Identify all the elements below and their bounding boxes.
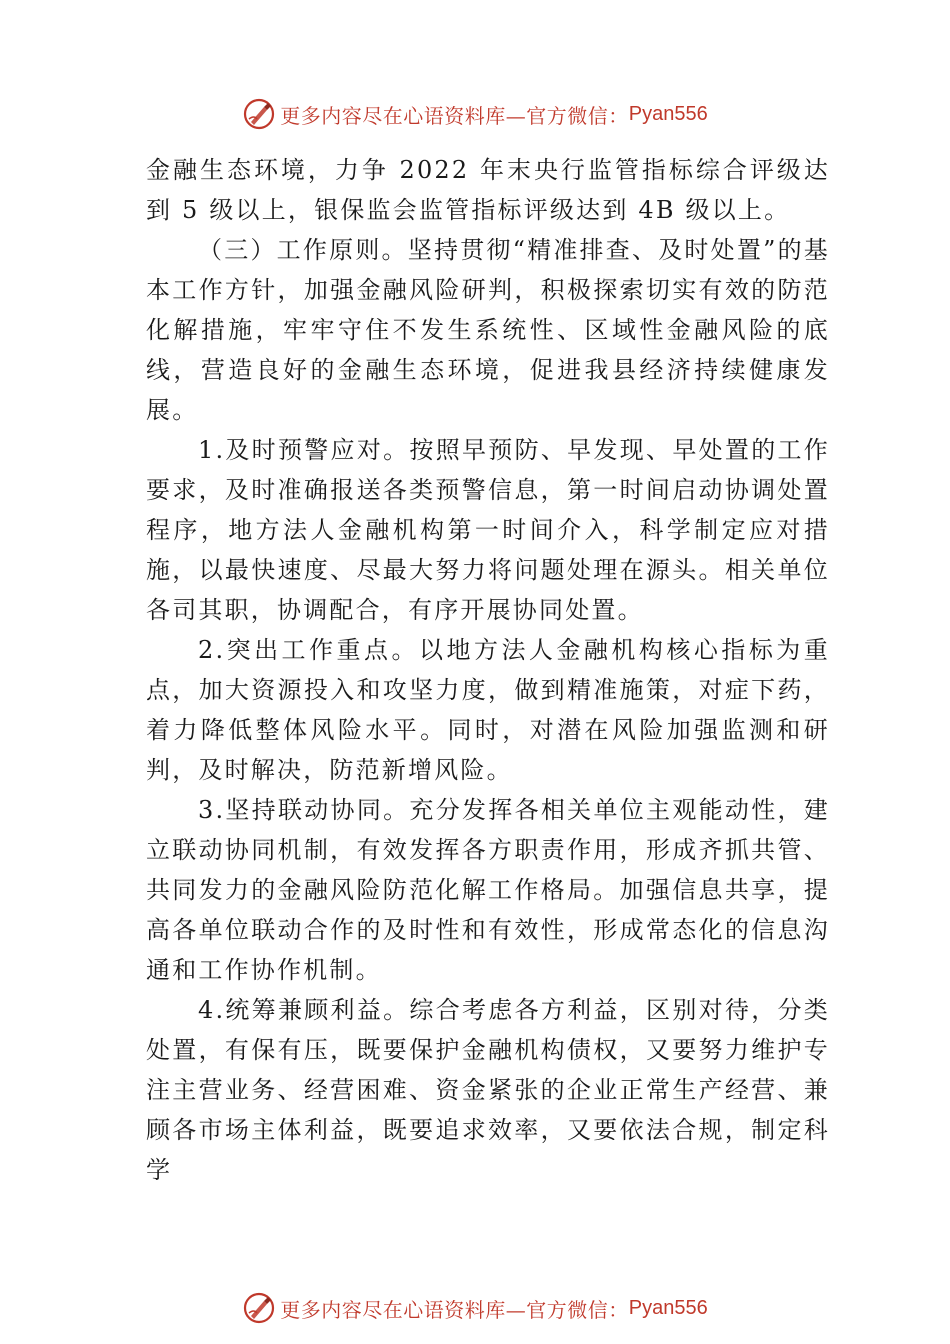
footer-wechat-id: Pyan556 xyxy=(628,1296,708,1319)
pen-logo-icon xyxy=(242,1291,276,1325)
document-body xyxy=(146,150,830,1190)
paragraph-continuation: 金融生态环境，力争 2022 年末央行监管指标综合评级达到 5 级以上，银保监会监管指标评级达到 4B 级以上。 xyxy=(146,156,830,224)
header-banner xyxy=(0,94,950,134)
paragraph-principle-2: 2.突出工作重点。以地方法人金融机构核心指标为重点，加大资源投入和攻坚力度，做到精准施策，对症下药，着力降低整体风险水平。同时，对潜在风险加强监测和研判，及时解决，防范新增风险。 xyxy=(146,636,830,784)
pen-logo-icon xyxy=(242,97,276,131)
paragraph-principle-1: 1.及时预警应对。按照早预防、早发现、早处置的工作要求，及时准确报送各类预警信息，第一时间启动协调处置程序，地方法人金融机构第一时间介入，科学制定应对措施，以最快速度、尽最大努力将问题处理在源头。相关单位各司其职，协调配合，有序开展协同处置。 xyxy=(146,436,830,624)
paragraph-principle-3: 3.坚持联动协同。充分发挥各相关单位主观能动性，建立联动协同机制，有效发挥各方职责作用，形成齐抓共管、共同发力的金融风险防范化解工作格局。加强信息共享，提高各单位联动合作的及时性和有效性，形成常态化的信息沟通和工作协作机制。 xyxy=(146,796,830,984)
paragraph-work-principles: （三）工作原则。坚持贯彻“精准排查、及时处置”的基本工作方针，加强金融风险研判，积极探索切实有效的防范化解措施，牢牢守住不发生系统性、区域性金融风险的底线，营造良好的金融生态环境，促进我县经济持续健康发展。 xyxy=(146,236,830,424)
header-wechat-id: Pyan556 xyxy=(628,102,708,125)
paragraph-principle-4: 4.统筹兼顾利益。综合考虑各方利益，区别对待，分类处置，有保有压，既要保护金融机构债权，又要努力维护专注主营业务、经营困难、资金紧张的企业正常生产经营、兼顾各市场主体利益，既要追求效率，又要依法合规，制定科学 xyxy=(146,996,830,1184)
header-banner-text: 更多内容尽在心语资料库—官方微信： xyxy=(280,103,629,128)
footer-banner-text: 更多内容尽在心语资料库—官方微信： xyxy=(280,1297,629,1322)
footer-banner xyxy=(0,1288,950,1328)
